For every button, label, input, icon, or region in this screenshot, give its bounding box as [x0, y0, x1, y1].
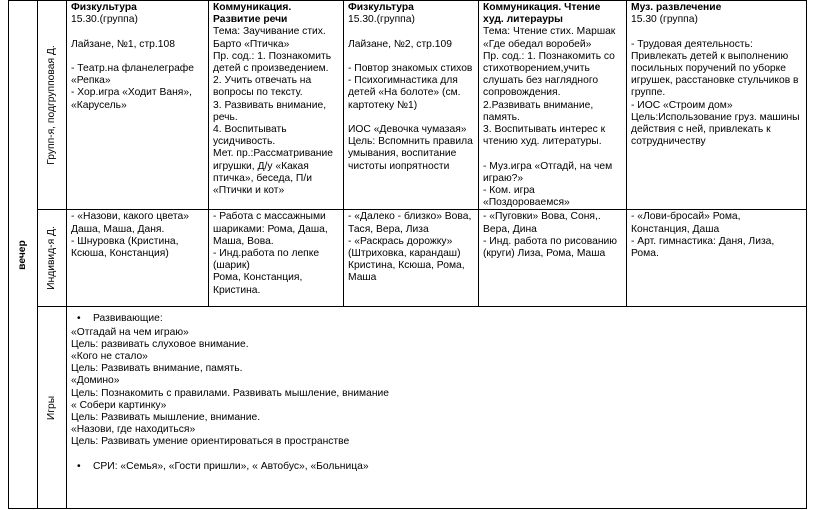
cell-line: 3. Развивать внимание, речь.	[213, 99, 327, 123]
games-line: «Отгадай на чем играю»	[71, 326, 189, 338]
cell-line: - Хор.игра «Ходит Ваня», «Карусель»	[71, 87, 192, 111]
cell-line: 2.Развивать внимание, память.	[483, 99, 594, 123]
row-label-cell	[38, 1, 67, 210]
individual-cell-2	[209, 210, 344, 307]
row-label-cell	[38, 210, 67, 307]
cell-line: - Работа с массажными шариками: Рома, Даша, Маша, Вова.	[213, 211, 328, 247]
cell-line: - «Назови, какого цвета» Даша, Маша, Даня.	[71, 211, 189, 235]
individual-cell-4	[479, 210, 627, 307]
cell-line: - Театр.на фланелеграфе «Репка»	[71, 62, 194, 87]
cell-line: 15.30 (группа)	[631, 14, 698, 26]
cell-line: Тема: Заучивание стих. Барто «Птичка»	[213, 26, 326, 50]
games-spacer	[71, 449, 802, 461]
group-row	[9, 1, 807, 210]
games-line: « Собери картинку»	[71, 399, 167, 411]
games-row	[9, 307, 807, 509]
cell-line: - Муз.игра «Отгадй, на чем играю?»	[483, 160, 613, 184]
individual-cell-1	[67, 210, 209, 307]
cell-line: - Повтор знакомых стихов	[348, 62, 473, 74]
cell-line: - Ком. игра «Поздороваемся»	[483, 185, 570, 209]
games-line: Цель: развивать слуховое внимание.	[71, 338, 249, 350]
cell-line	[631, 26, 802, 38]
section-label: вечер	[16, 239, 28, 270]
cell-line: - Инд. работа по рисованию (круги) Лиза, Рома, Маша	[483, 235, 618, 260]
cell-line: - Психогимнастика для детей «На болоте» (см. картотеку №1)	[348, 75, 461, 111]
cell-line: 4. Воспитывать усидчивость.	[213, 124, 287, 148]
cell-title: Физкультура	[348, 2, 414, 13]
cell-line	[71, 51, 204, 63]
games-line: Цель: Развивать внимание, память.	[71, 363, 243, 375]
cell-line: Цель:Использование груз. машины действия с ней, привлекать к сотрудничеству	[631, 111, 800, 148]
row-label-games: Игры	[45, 395, 57, 421]
section-cell	[9, 1, 38, 509]
cell-line: Пр. сод.: 1. Познакомить детей с произведением.	[213, 50, 332, 75]
cell-line: - «Лови-бросай» Рома, Констанция, Даша	[631, 211, 741, 235]
cell-line: Пр. сод.: 1. Познакомить со стихотворением,учить слушать без наглядного сопровождения.	[483, 50, 615, 99]
cell-line	[348, 112, 474, 124]
row-label-group: Групп-я, подгрупповая Д.	[45, 45, 57, 165]
cell-title: Муз. развлечение	[631, 2, 722, 13]
games-line: «Назови, где находиться»	[71, 424, 196, 436]
group-cell-3	[344, 1, 479, 210]
individual-cell-3	[344, 210, 479, 307]
group-cell-4	[479, 1, 627, 210]
cell-line: - «Пуговки» Вова, Соня,. Вера, Дина	[483, 211, 601, 235]
cell-line: - ИОС «Строим дом»	[631, 99, 733, 111]
cell-line: - Шнуровка (Кристина, Ксюша, Констанция)	[71, 235, 179, 260]
cell-line: Лайзане, №2, стр.109	[348, 38, 452, 50]
cell-line: - «Раскрась дорожку» (Штриховка, карандаш) Кристина, Ксюша, Рома, Маша	[348, 235, 465, 284]
cell-line	[71, 26, 204, 38]
cell-line: - Трудовая деятельность: Привлекать детей к выполнению посильных поручений по уборке игрушек, расстановке стульчиков в группе.	[631, 38, 799, 99]
cell-line: Цель: Вспомнить правила умывания, воспитание чистоты иопрятности	[348, 136, 473, 172]
games-line: Цель: Развивать мышление, внимание.	[71, 412, 261, 424]
cell-line: ИОС «Девочка чумазая»	[348, 123, 467, 135]
row-label-individual: Индивид-я Д.	[45, 226, 57, 291]
group-cell-2	[209, 1, 344, 210]
cell-line	[348, 26, 474, 38]
games-sri: • СРИ: «Семья», «Гости пришли», « Автобус», «Больница»	[71, 461, 802, 473]
row-label-cell	[38, 307, 67, 509]
cell-line	[348, 51, 474, 63]
cell-line	[483, 148, 622, 160]
cell-title: Коммуникация. Развитие речи	[213, 2, 292, 26]
group-cell-1	[67, 1, 209, 210]
cell-line: Мет. пр.:Рассматривание игрушки, Д/у «Какая птичка», беседа, П/и «Птички и кот»	[213, 148, 333, 197]
cell-line: 2. Учить отвечать на вопросы по тексту.	[213, 75, 312, 99]
group-cell-5	[627, 1, 807, 210]
cell-line: 15.30.(группа)	[71, 14, 138, 26]
cell-line: Рома, Констанция, Кристина.	[213, 272, 303, 296]
games-heading: • Развивающие:	[71, 313, 802, 325]
games-line: «Домино»	[71, 375, 120, 387]
cell-title: Коммуникация. Чтение худ. литерауры	[483, 2, 601, 26]
games-cell	[67, 307, 807, 509]
cell-line: Тема: Чтение стих. Маршак «Где обедал воробей»	[483, 26, 616, 50]
individual-cell-5	[627, 210, 807, 307]
games-line: Цель: Развивать умение ориентироваться в пространстве	[71, 436, 350, 448]
cell-title: Физкультура	[71, 2, 137, 13]
cell-line: - «Далеко - близко» Вова, Тася, Вера, Лиза	[348, 211, 472, 235]
individual-row	[9, 210, 807, 307]
games-line: «Кого не стало»	[71, 351, 148, 363]
games-line: Цель: Познакомить с правилами. Развивать мышление, внимание	[71, 387, 390, 399]
cell-line: 3. Воспитывать интерес к чтению худ. литературы.	[483, 124, 606, 148]
cell-line: 15.30.(группа)	[348, 14, 415, 26]
cell-line: - Инд.работа по лепке (шарик)	[213, 248, 320, 272]
schedule-table	[8, 0, 807, 509]
cell-line: - Арт. гимнастика: Даня, Лиза, Рома.	[631, 235, 775, 260]
cell-line: Лайзане, №1, стр.108	[71, 38, 175, 50]
